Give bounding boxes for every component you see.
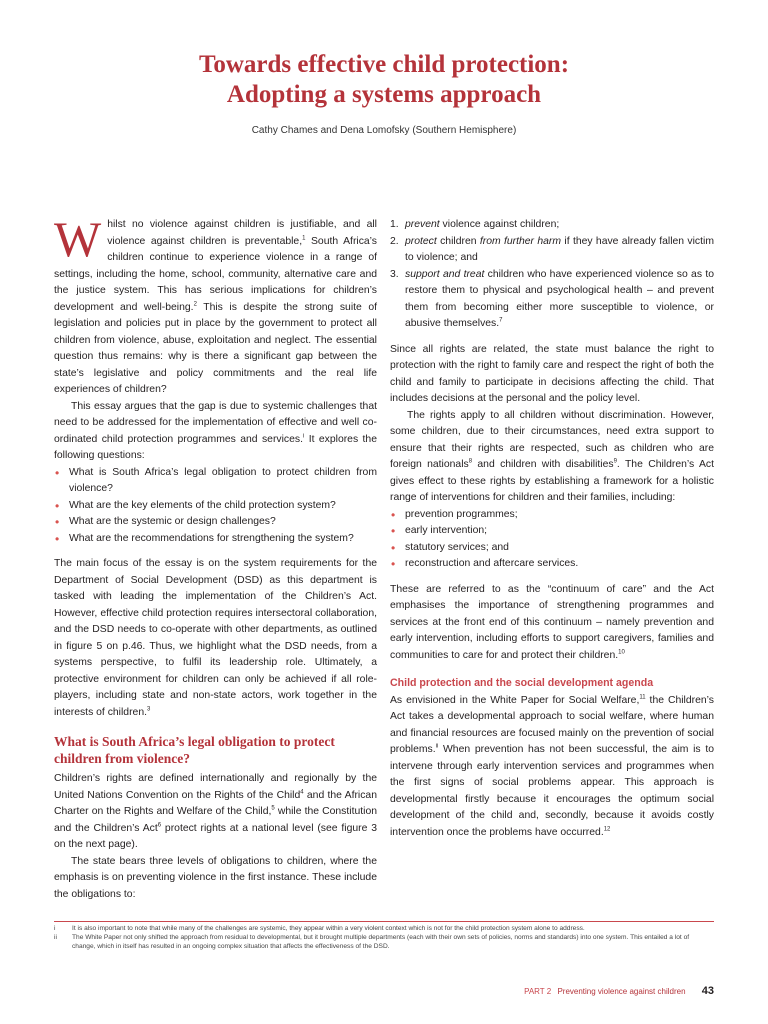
- footnote: [54, 933, 714, 951]
- services-list: [390, 507, 714, 573]
- page-footer: [524, 985, 714, 998]
- list-item: 3. support and treat children who have experienced violence so as to restore them to physical and psychological health – and prevent them from becoming either more susceptible to violence, or abusive themselves.$^7$: [390, 268, 714, 329]
- footnote-ref: 6: [157, 822, 162, 829]
- footer-section: Preventing violence against children: [557, 987, 686, 996]
- body-paragraph: These are referred to as the “continuum of care” and the Act emphasises the importance of strengthening programmes and services at the front end of this continuum – namely prevention and early intervention, including efforts to support caregivers, families and communities to care for and protect their children.$^{10}$: [390, 583, 714, 661]
- footnote-ref: 1: [302, 235, 306, 242]
- list-item: • What are the systemic or design challenges?: [54, 514, 377, 531]
- footnote-divider: [54, 921, 714, 922]
- footnote-ref: 8: [468, 458, 473, 465]
- authors: Cathy Chames and Dena Lomofsky (Southern Hemisphere): [251, 125, 517, 136]
- footer-part: PART 2: [524, 987, 552, 996]
- body-paragraph: The rights apply to all children without discrimination. However, some children, due to their circumstances, need extra support to ensure that their rights are respected, such as children who are foreign nationals$^8$ and children with disabilities$^9$. The Children’s Act gives effect to these rights by establishing a framework for a holistic range of interventions for children and their families, including:: [390, 409, 715, 503]
- list-item: • What is South Africa’s legal obligation to protect children from violence?: [54, 465, 377, 498]
- title-line-2: Adopting a systems approach: [226, 81, 542, 108]
- footnote-mark: ii: [54, 934, 57, 941]
- obligations-list: [390, 217, 714, 333]
- footnote-ref: i: [302, 433, 305, 440]
- body-paragraph: The state bears three levels of obligations to children, where the emphasis is on preventing violence in the first instance. These include the obligations to:: [54, 855, 377, 900]
- body-paragraph: Children’s rights are defined internationally and regionally by the United Nations Convention on the Rights of the Child$^4$ and the African Charter on the Rights and Welfare of the Child,$^5$ while the Constitution and the Children’s Act$^6$ protect rights at a national level (see figure 3 on the next page).: [54, 773, 377, 850]
- body-paragraph: This essay argues that the gap is due to systemic challenges that need to be addressed for the implementation of effective and well co-ordinated child protection programmes and services.$^i$ It explores the following questions:: [54, 400, 377, 461]
- list-item: • What are the recommendations for strengthening the system?: [54, 531, 377, 548]
- footnote-ref: 5: [271, 805, 275, 812]
- left-column: [54, 211, 378, 903]
- footnote: [54, 924, 714, 933]
- subheading: Child protection and the social development agenda: [390, 677, 654, 689]
- list-item: • reconstruction and aftercare services.: [390, 556, 714, 573]
- footnote-ref: 12: [603, 826, 611, 833]
- list-item: • What are the key elements of the child protection system?: [54, 498, 377, 515]
- list-item: 1. prevent violence against children;: [390, 219, 560, 230]
- section-heading: What is South Africa’s legal obligation to protect children from violence?: [54, 734, 335, 766]
- page-title: [0, 50, 768, 110]
- footnote-mark: i: [54, 925, 56, 932]
- footnote-ref: 7: [499, 317, 503, 324]
- page-number: 43: [701, 985, 714, 997]
- footnote-ref: ii: [435, 743, 439, 750]
- body-paragraph: Since all rights are related, the state must balance the right to protection with the right to family care and respect the right of both the child and family to participate in decisions affecting the child. That includes decisions at the personal and the policy level.: [390, 343, 714, 404]
- footnote-ref: 2: [193, 301, 197, 308]
- questions-list: [54, 465, 377, 548]
- body-paragraph: The main focus of the essay is on the system requirements for the Department of Social Development (DSD) as this department is tasked with leading the implementation of the Children’s Act. However, effective child protection requires intersectoral collaboration, and the DSD needs to co-operate with other departments, as outlined in figure 5 on p.46. Thus, we highlight what the DSD needs, from a systems perspective, to fulfil its leadership role. Ultimately, a protective environment for children can only be achieved if all role-players, including state and non-state actors, work together in the interests of children.$^3$: [54, 558, 377, 718]
- title-line-1: Towards effective child protection:: [198, 51, 570, 78]
- footnote-text: The White Paper not only shifted the approach from residual to developmental, but it brought multiple departments (each with their own sets of policies, norms and standards) into one system. This entailed a lot of change, which in itself has resulted in an ongoing complex situation that affects the effectiveness of the DSD.: [72, 934, 690, 950]
- footnote-ref: 3: [146, 706, 151, 713]
- list-item: • prevention programmes;: [390, 507, 714, 524]
- right-column: [390, 217, 714, 841]
- footnote-ref: 4: [300, 789, 304, 796]
- list-item: • early intervention;: [390, 523, 714, 540]
- body-paragraph: As envisioned in the White Paper for Social Welfare,$^{11}$ the Children’s Act takes a developmental approach to social welfare, where human and financial resources are focused mainly on the prevention of social problems.$^{ii}$ When prevention has not been successful, the aim is to intervene through early intervention services and programmes when the first signs of social problems appear. This approach is developmental firstly because it encourages the optimum social development of the child and, secondly, because it avoids costly intervention once the problems have occurred.$^{12}$: [390, 694, 714, 838]
- intro-paragraph: Whilst no violence against children is justifiable, and all violence against children is preventable,$^1$ South Africa’s children continue to experience violence in a range of settings, including the home, school, community, alternative care and the justice system. This has serious implications for children’s development and well-being.$^2$ This is despite the strong suite of legislation and policies put in place by the government to protect all children from violence, abuse, exploitation and neglect. The essential question thus remains: why is there a significant gap between the state’s legislative and policy commitments and the real life experiences of children?: [54, 211, 378, 395]
- footnotes: [54, 924, 714, 951]
- footnote-ref: 11: [639, 694, 646, 701]
- drop-cap: W: [54, 211, 102, 267]
- footnote-ref: 10: [618, 649, 625, 656]
- list-item: 2. protect children from further harm if they have already fallen victim to violence; and: [390, 235, 714, 263]
- footnote-text: It is also important to note that while many of the challenges are systemic, they appear within a very violent context which is not for the child protection system alone to address.: [72, 925, 585, 932]
- footnote-ref: 9: [613, 458, 617, 465]
- list-item: • statutory services; and: [390, 540, 714, 557]
